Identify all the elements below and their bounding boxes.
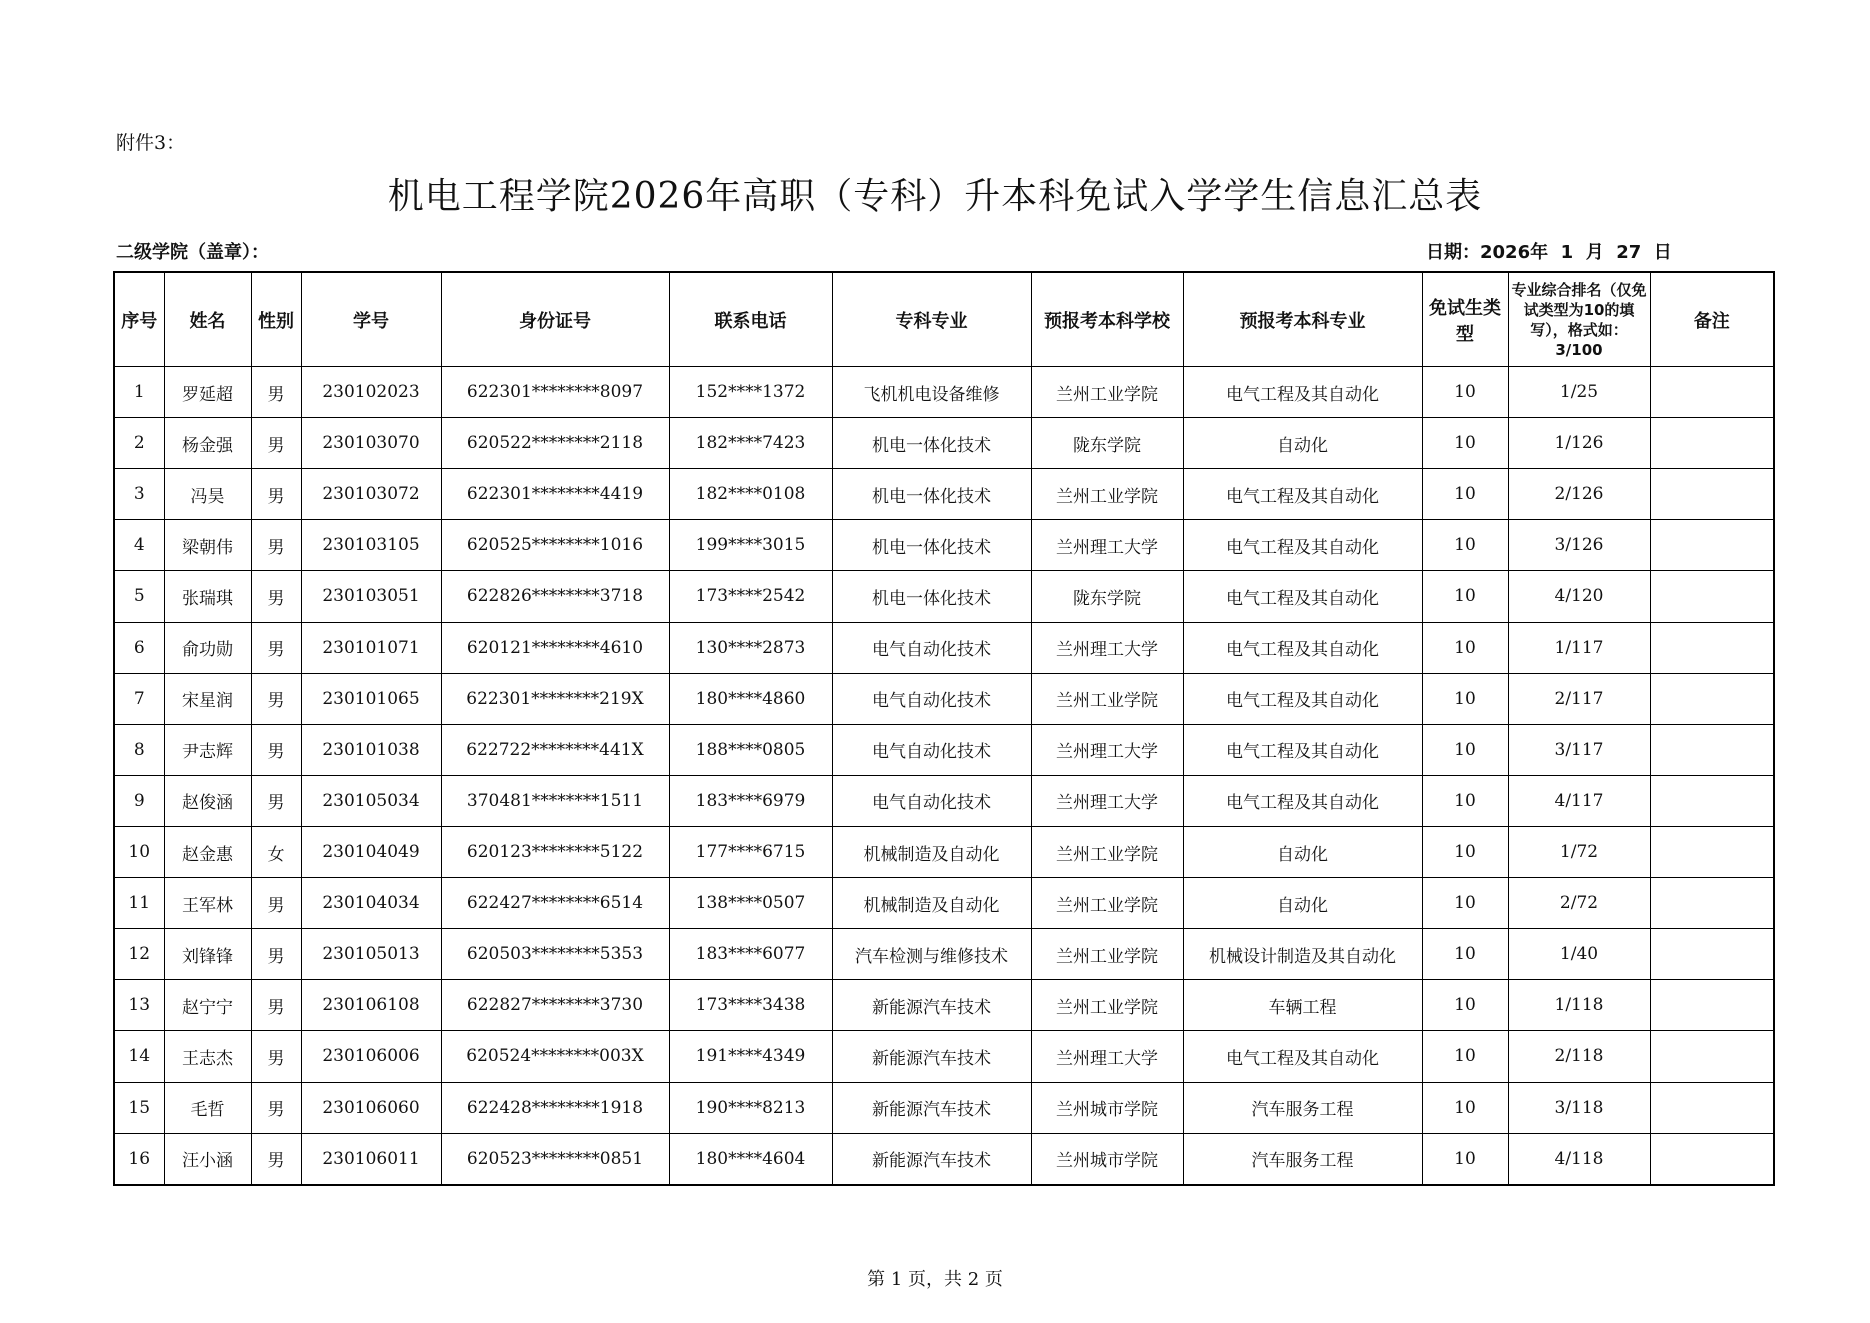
cell-gender: 男 [251, 775, 301, 826]
cell-college-major: 机电一体化技术 [832, 571, 1031, 622]
header-college-major: 专科专业 [832, 272, 1031, 367]
cell-college-major: 机电一体化技术 [832, 520, 1031, 571]
cell-phone: 183****6979 [669, 775, 832, 826]
cell-phone: 182****7423 [669, 418, 832, 469]
cell-ranking: 3/126 [1508, 520, 1650, 571]
cell-phone: 173****3438 [669, 980, 832, 1031]
cell-student-id: 230103070 [301, 418, 441, 469]
cell-remarks [1650, 724, 1774, 775]
cell-remarks [1650, 775, 1774, 826]
cell-id-card: 620523********0851 [441, 1133, 669, 1185]
cell-target-major: 电气工程及其自动化 [1183, 1031, 1422, 1082]
cell-gender: 女 [251, 826, 301, 877]
cell-target-major: 电气工程及其自动化 [1183, 469, 1422, 520]
cell-student-id: 230106060 [301, 1082, 441, 1133]
cell-phone: 173****2542 [669, 571, 832, 622]
cell-id-card: 622827********3730 [441, 980, 669, 1031]
cell-name: 刘锋锋 [164, 929, 251, 980]
cell-id-card: 620503********5353 [441, 929, 669, 980]
cell-seq: 1 [114, 367, 164, 418]
cell-gender: 男 [251, 878, 301, 929]
cell-target-major: 汽车服务工程 [1183, 1082, 1422, 1133]
cell-phone: 180****4604 [669, 1133, 832, 1185]
cell-student-id: 230101071 [301, 622, 441, 673]
cell-seq: 6 [114, 622, 164, 673]
annex-label: 附件3： [116, 132, 186, 154]
cell-exempt-type: 10 [1422, 367, 1508, 418]
cell-gender: 男 [251, 571, 301, 622]
cell-ranking: 2/126 [1508, 469, 1650, 520]
cell-name: 梁朝伟 [164, 520, 251, 571]
cell-ranking: 1/117 [1508, 622, 1650, 673]
cell-student-id: 230106006 [301, 1031, 441, 1082]
cell-seq: 15 [114, 1082, 164, 1133]
cell-student-id: 230103051 [301, 571, 441, 622]
table-row [114, 673, 1774, 724]
cell-name: 尹志辉 [164, 724, 251, 775]
cell-exempt-type: 10 [1422, 929, 1508, 980]
cell-gender: 男 [251, 367, 301, 418]
cell-name: 汪小涵 [164, 1133, 251, 1185]
cell-college-major: 新能源汽车技术 [832, 980, 1031, 1031]
header-remarks: 备注 [1650, 272, 1774, 367]
table-row [114, 520, 1774, 571]
cell-ranking: 1/25 [1508, 367, 1650, 418]
cell-target-school: 兰州工业学院 [1031, 673, 1183, 724]
table-row [114, 367, 1774, 418]
cell-gender: 男 [251, 520, 301, 571]
date-label: 日期：2026年 1 月 27 日 [1426, 242, 1672, 263]
cell-target-school: 兰州城市学院 [1031, 1082, 1183, 1133]
cell-college-major: 机电一体化技术 [832, 418, 1031, 469]
header-student-id: 学号 [301, 272, 441, 367]
table-row [114, 622, 1774, 673]
cell-exempt-type: 10 [1422, 673, 1508, 724]
header-ranking: 专业综合排名（仅免试类型为10的填写），格式如：3/100 [1508, 272, 1650, 367]
cell-target-school: 兰州工业学院 [1031, 878, 1183, 929]
cell-phone: 188****0805 [669, 724, 832, 775]
cell-remarks [1650, 1133, 1774, 1185]
cell-name: 赵金惠 [164, 826, 251, 877]
cell-target-school: 兰州理工大学 [1031, 775, 1183, 826]
cell-remarks [1650, 367, 1774, 418]
cell-target-major: 电气工程及其自动化 [1183, 520, 1422, 571]
cell-target-school: 兰州工业学院 [1031, 367, 1183, 418]
cell-remarks [1650, 1031, 1774, 1082]
cell-exempt-type: 10 [1422, 1031, 1508, 1082]
cell-target-school: 兰州工业学院 [1031, 980, 1183, 1031]
cell-phone: 183****6077 [669, 929, 832, 980]
cell-phone: 190****8213 [669, 1082, 832, 1133]
cell-name: 王志杰 [164, 1031, 251, 1082]
header-exempt-type: 免试生类型 [1422, 272, 1508, 367]
cell-college-major: 电气自动化技术 [832, 724, 1031, 775]
cell-remarks [1650, 980, 1774, 1031]
cell-student-id: 230103105 [301, 520, 441, 571]
table-row [114, 929, 1774, 980]
cell-exempt-type: 10 [1422, 878, 1508, 929]
table-row [114, 571, 1774, 622]
cell-id-card: 622301********219X [441, 673, 669, 724]
cell-remarks [1650, 929, 1774, 980]
cell-target-school: 陇东学院 [1031, 571, 1183, 622]
cell-exempt-type: 10 [1422, 980, 1508, 1031]
cell-ranking: 4/118 [1508, 1133, 1650, 1185]
cell-gender: 男 [251, 1031, 301, 1082]
cell-target-major: 电气工程及其自动化 [1183, 673, 1422, 724]
cell-id-card: 622826********3718 [441, 571, 669, 622]
cell-target-school: 兰州工业学院 [1031, 929, 1183, 980]
cell-college-major: 电气自动化技术 [832, 622, 1031, 673]
cell-remarks [1650, 571, 1774, 622]
cell-college-major: 飞机机电设备维修 [832, 367, 1031, 418]
table-row [114, 826, 1774, 877]
cell-phone: 180****4860 [669, 673, 832, 724]
cell-id-card: 622428********1918 [441, 1082, 669, 1133]
cell-name: 罗延超 [164, 367, 251, 418]
cell-target-major: 电气工程及其自动化 [1183, 622, 1422, 673]
cell-student-id: 230105034 [301, 775, 441, 826]
cell-ranking: 2/118 [1508, 1031, 1650, 1082]
cell-seq: 10 [114, 826, 164, 877]
cell-exempt-type: 10 [1422, 775, 1508, 826]
cell-exempt-type: 10 [1422, 520, 1508, 571]
cell-college-major: 电气自动化技术 [832, 673, 1031, 724]
cell-target-major: 自动化 [1183, 418, 1422, 469]
cell-college-major: 新能源汽车技术 [832, 1082, 1031, 1133]
cell-target-school: 兰州城市学院 [1031, 1133, 1183, 1185]
table-row [114, 980, 1774, 1031]
cell-name: 赵宁宁 [164, 980, 251, 1031]
cell-seq: 14 [114, 1031, 164, 1082]
cell-seq: 12 [114, 929, 164, 980]
cell-name: 赵俊涵 [164, 775, 251, 826]
cell-name: 王军林 [164, 878, 251, 929]
cell-gender: 男 [251, 469, 301, 520]
cell-seq: 11 [114, 878, 164, 929]
cell-target-school: 兰州理工大学 [1031, 724, 1183, 775]
table-row [114, 1082, 1774, 1133]
cell-gender: 男 [251, 418, 301, 469]
cell-student-id: 230106011 [301, 1133, 441, 1185]
cell-gender: 男 [251, 980, 301, 1031]
cell-target-major: 自动化 [1183, 826, 1422, 877]
cell-target-major: 车辆工程 [1183, 980, 1422, 1031]
cell-ranking: 4/120 [1508, 571, 1650, 622]
cell-seq: 13 [114, 980, 164, 1031]
cell-id-card: 620123********5122 [441, 826, 669, 877]
cell-gender: 男 [251, 1133, 301, 1185]
cell-target-major: 自动化 [1183, 878, 1422, 929]
cell-exempt-type: 10 [1422, 724, 1508, 775]
table-row [114, 469, 1774, 520]
header-seq: 序号 [114, 272, 164, 367]
cell-gender: 男 [251, 673, 301, 724]
cell-name: 冯昊 [164, 469, 251, 520]
cell-id-card: 622301********4419 [441, 469, 669, 520]
cell-remarks [1650, 418, 1774, 469]
cell-exempt-type: 10 [1422, 622, 1508, 673]
cell-remarks [1650, 878, 1774, 929]
cell-target-major: 电气工程及其自动化 [1183, 724, 1422, 775]
cell-target-major: 汽车服务工程 [1183, 1133, 1422, 1185]
cell-exempt-type: 10 [1422, 469, 1508, 520]
page-footer: 第 1 页，共 2 页 [867, 1269, 1003, 1290]
cell-gender: 男 [251, 929, 301, 980]
cell-target-major: 电气工程及其自动化 [1183, 775, 1422, 826]
cell-target-school: 兰州理工大学 [1031, 520, 1183, 571]
cell-seq: 4 [114, 520, 164, 571]
header-id-card: 身份证号 [441, 272, 669, 367]
cell-college-major: 机械制造及自动化 [832, 826, 1031, 877]
cell-id-card: 620524********003X [441, 1031, 669, 1082]
cell-student-id: 230104034 [301, 878, 441, 929]
cell-exempt-type: 10 [1422, 571, 1508, 622]
cell-id-card: 620522********2118 [441, 418, 669, 469]
cell-college-major: 机械制造及自动化 [832, 878, 1031, 929]
cell-student-id: 230105013 [301, 929, 441, 980]
cell-target-school: 陇东学院 [1031, 418, 1183, 469]
cell-target-school: 兰州工业学院 [1031, 826, 1183, 877]
cell-id-card: 622301********8097 [441, 367, 669, 418]
cell-exempt-type: 10 [1422, 1133, 1508, 1185]
cell-name: 俞功勋 [164, 622, 251, 673]
header-phone: 联系电话 [669, 272, 832, 367]
table-row [114, 775, 1774, 826]
document-title: 机电工程学院2026年高职（专科）升本科免试入学学生信息汇总表 [387, 176, 1483, 217]
cell-phone: 130****2873 [669, 622, 832, 673]
cell-student-id: 230101065 [301, 673, 441, 724]
cell-seq: 5 [114, 571, 164, 622]
cell-ranking: 1/40 [1508, 929, 1650, 980]
cell-exempt-type: 10 [1422, 1082, 1508, 1133]
cell-id-card: 620121********4610 [441, 622, 669, 673]
table-row [114, 418, 1774, 469]
header-target-school: 预报考本科学校 [1031, 272, 1183, 367]
cell-phone: 138****0507 [669, 878, 832, 929]
cell-remarks [1650, 520, 1774, 571]
cell-seq: 2 [114, 418, 164, 469]
cell-ranking: 4/117 [1508, 775, 1650, 826]
table-row [114, 878, 1774, 929]
cell-remarks [1650, 673, 1774, 724]
cell-student-id: 230101038 [301, 724, 441, 775]
cell-id-card: 622427********6514 [441, 878, 669, 929]
cell-college-major: 新能源汽车技术 [832, 1133, 1031, 1185]
cell-gender: 男 [251, 622, 301, 673]
cell-id-card: 620525********1016 [441, 520, 669, 571]
cell-remarks [1650, 469, 1774, 520]
cell-remarks [1650, 1082, 1774, 1133]
cell-college-major: 电气自动化技术 [832, 775, 1031, 826]
cell-seq: 7 [114, 673, 164, 724]
cell-gender: 男 [251, 724, 301, 775]
cell-name: 宋星润 [164, 673, 251, 724]
cell-ranking: 1/126 [1508, 418, 1650, 469]
cell-ranking: 3/118 [1508, 1082, 1650, 1133]
cell-target-school: 兰州工业学院 [1031, 469, 1183, 520]
cell-ranking: 2/72 [1508, 878, 1650, 929]
cell-target-major: 机械设计制造及其自动化 [1183, 929, 1422, 980]
cell-gender: 男 [251, 1082, 301, 1133]
cell-name: 杨金强 [164, 418, 251, 469]
cell-phone: 191****4349 [669, 1031, 832, 1082]
cell-ranking: 1/118 [1508, 980, 1650, 1031]
table-row [114, 724, 1774, 775]
cell-ranking: 3/117 [1508, 724, 1650, 775]
cell-student-id: 230104049 [301, 826, 441, 877]
cell-id-card: 622722********441X [441, 724, 669, 775]
cell-remarks [1650, 826, 1774, 877]
student-info-table [113, 271, 1775, 1186]
cell-target-school: 兰州理工大学 [1031, 1031, 1183, 1082]
cell-phone: 199****3015 [669, 520, 832, 571]
cell-college-major: 机电一体化技术 [832, 469, 1031, 520]
table-header-row [114, 272, 1774, 367]
cell-ranking: 1/72 [1508, 826, 1650, 877]
cell-student-id: 230106108 [301, 980, 441, 1031]
cell-phone: 182****0108 [669, 469, 832, 520]
cell-ranking: 2/117 [1508, 673, 1650, 724]
header-name: 姓名 [164, 272, 251, 367]
cell-seq: 3 [114, 469, 164, 520]
cell-exempt-type: 10 [1422, 826, 1508, 877]
header-target-major: 预报考本科专业 [1183, 272, 1422, 367]
cell-seq: 9 [114, 775, 164, 826]
cell-phone: 177****6715 [669, 826, 832, 877]
cell-phone: 152****1372 [669, 367, 832, 418]
cell-student-id: 230103072 [301, 469, 441, 520]
table-row [114, 1031, 1774, 1082]
cell-college-major: 汽车检测与维修技术 [832, 929, 1031, 980]
header-gender: 性别 [251, 272, 301, 367]
table-row [114, 1133, 1774, 1185]
cell-target-major: 电气工程及其自动化 [1183, 571, 1422, 622]
cell-remarks [1650, 622, 1774, 673]
cell-exempt-type: 10 [1422, 418, 1508, 469]
cell-seq: 16 [114, 1133, 164, 1185]
cell-seq: 8 [114, 724, 164, 775]
cell-id-card: 370481********1511 [441, 775, 669, 826]
cell-target-school: 兰州理工大学 [1031, 622, 1183, 673]
college-seal-label: 二级学院（盖章）： [116, 242, 269, 263]
cell-name: 毛哲 [164, 1082, 251, 1133]
cell-college-major: 新能源汽车技术 [832, 1031, 1031, 1082]
cell-name: 张瑞琪 [164, 571, 251, 622]
cell-student-id: 230102023 [301, 367, 441, 418]
cell-target-major: 电气工程及其自动化 [1183, 367, 1422, 418]
